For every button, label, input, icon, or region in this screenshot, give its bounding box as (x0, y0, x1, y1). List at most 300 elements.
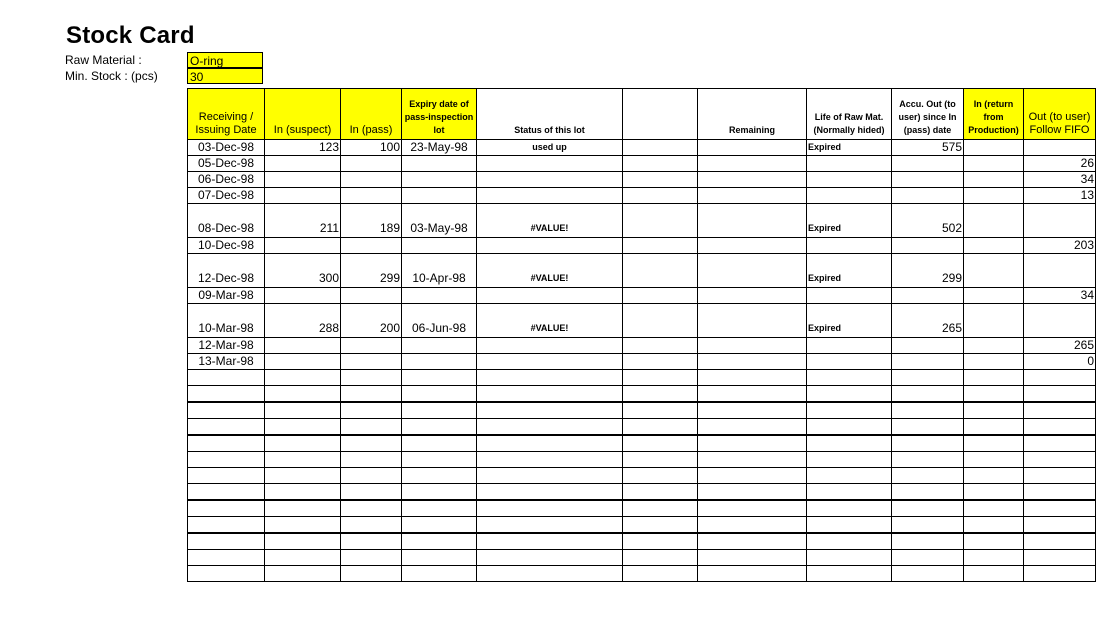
raw-material-label: Raw Material : (65, 53, 142, 67)
date-cell[interactable]: 08-Dec-98 (188, 204, 265, 238)
table-row (188, 204, 1096, 238)
remaining-cell[interactable] (698, 338, 807, 354)
out-fifo-cell[interactable]: 203 (1024, 238, 1096, 254)
out-fifo-cell[interactable]: 34 (1024, 288, 1096, 304)
table-row (188, 156, 1096, 172)
in-return-cell[interactable] (964, 140, 1024, 156)
table-row-empty (188, 452, 1096, 468)
date-cell[interactable]: 06-Dec-98 (188, 172, 265, 188)
accu-out-cell[interactable] (892, 172, 964, 188)
empty-cell[interactable] (1024, 419, 1096, 436)
accu-out-cell[interactable]: 575 (892, 140, 964, 156)
life-cell[interactable]: Expired (807, 254, 892, 288)
empty-cell[interactable] (964, 517, 1024, 534)
empty-cell[interactable] (892, 402, 964, 419)
accu-out-cell[interactable] (892, 188, 964, 204)
life-cell[interactable]: Expired (807, 204, 892, 238)
remaining-cell[interactable] (698, 140, 807, 156)
empty-cell[interactable] (402, 468, 477, 484)
table-row-empty (188, 402, 1096, 419)
blank-cell[interactable] (623, 254, 698, 288)
stock-card-table (187, 88, 1096, 582)
remaining-cell[interactable] (698, 172, 807, 188)
empty-cell[interactable] (477, 452, 623, 468)
in-return-cell[interactable] (964, 172, 1024, 188)
empty-cell[interactable] (1024, 402, 1096, 419)
empty-cell[interactable] (623, 452, 698, 468)
status-cell[interactable] (477, 156, 623, 172)
empty-cell[interactable] (265, 550, 341, 566)
empty-cell[interactable] (265, 435, 341, 452)
in-return-cell[interactable] (964, 238, 1024, 254)
empty-cell[interactable] (265, 533, 341, 550)
empty-cell[interactable] (807, 468, 892, 484)
date-cell[interactable]: 07-Dec-98 (188, 188, 265, 204)
status-cell[interactable] (477, 288, 623, 304)
out-fifo-cell[interactable] (1024, 204, 1096, 238)
empty-cell[interactable] (341, 386, 402, 403)
header-blank[interactable] (623, 89, 698, 140)
empty-cell[interactable] (623, 402, 698, 419)
status-cell[interactable] (477, 338, 623, 354)
empty-cell[interactable] (265, 500, 341, 517)
blank-cell[interactable] (623, 188, 698, 204)
empty-cell[interactable] (698, 468, 807, 484)
blank-cell[interactable] (623, 338, 698, 354)
empty-cell[interactable] (1024, 452, 1096, 468)
date-cell[interactable]: 09-Mar-98 (188, 288, 265, 304)
out-fifo-cell[interactable]: 34 (1024, 172, 1096, 188)
empty-cell[interactable] (477, 370, 623, 386)
expiry-cell[interactable]: 06-Jun-98 (402, 304, 477, 338)
status-cell[interactable]: #VALUE! (477, 254, 623, 288)
out-fifo-cell[interactable]: 0 (1024, 354, 1096, 370)
in-suspect-cell[interactable]: 288 (265, 304, 341, 338)
empty-cell[interactable] (892, 566, 964, 582)
empty-cell[interactable] (698, 370, 807, 386)
life-cell[interactable]: Expired (807, 140, 892, 156)
date-cell[interactable]: 13-Mar-98 (188, 354, 265, 370)
table-row-empty (188, 435, 1096, 452)
empty-cell[interactable] (477, 484, 623, 501)
empty-cell[interactable] (402, 517, 477, 534)
in-pass-cell[interactable]: 200 (341, 304, 402, 338)
expiry-cell[interactable]: 03-May-98 (402, 204, 477, 238)
empty-cell[interactable] (265, 484, 341, 501)
empty-cell[interactable] (477, 419, 623, 436)
in-suspect-cell[interactable] (265, 338, 341, 354)
empty-cell[interactable] (1024, 370, 1096, 386)
in-return-cell[interactable] (964, 338, 1024, 354)
empty-cell[interactable] (341, 517, 402, 534)
empty-cell[interactable] (623, 550, 698, 566)
table-row-empty (188, 468, 1096, 484)
accu-out-cell[interactable] (892, 338, 964, 354)
empty-cell[interactable] (402, 533, 477, 550)
empty-cell[interactable] (964, 435, 1024, 452)
empty-cell[interactable] (1024, 550, 1096, 566)
out-fifo-cell[interactable]: 13 (1024, 188, 1096, 204)
empty-cell[interactable] (892, 435, 964, 452)
empty-cell[interactable] (807, 500, 892, 517)
empty-cell[interactable] (341, 452, 402, 468)
in-suspect-cell[interactable] (265, 354, 341, 370)
empty-cell[interactable] (265, 517, 341, 534)
empty-cell[interactable] (892, 500, 964, 517)
header-accu-out[interactable]: Accu. Out (to user) since In (pass) date (892, 89, 964, 140)
empty-cell[interactable] (964, 566, 1024, 582)
empty-cell[interactable] (807, 419, 892, 436)
min-stock-value[interactable]: 30 (187, 68, 263, 84)
empty-cell[interactable] (807, 566, 892, 582)
accu-out-cell[interactable] (892, 238, 964, 254)
blank-cell[interactable] (623, 140, 698, 156)
empty-cell[interactable] (477, 500, 623, 517)
expiry-cell[interactable]: 10-Apr-98 (402, 254, 477, 288)
empty-cell[interactable] (698, 435, 807, 452)
out-fifo-cell[interactable] (1024, 254, 1096, 288)
empty-cell[interactable] (807, 370, 892, 386)
empty-cell[interactable] (807, 533, 892, 550)
in-suspect-cell[interactable] (265, 188, 341, 204)
empty-cell[interactable] (892, 452, 964, 468)
empty-cell[interactable] (188, 370, 265, 386)
table-row-empty (188, 500, 1096, 517)
in-pass-cell[interactable] (341, 288, 402, 304)
expiry-cell[interactable] (402, 188, 477, 204)
empty-cell[interactable] (341, 419, 402, 436)
empty-cell[interactable] (698, 402, 807, 419)
life-cell[interactable] (807, 338, 892, 354)
empty-cell[interactable] (807, 435, 892, 452)
empty-cell[interactable] (477, 468, 623, 484)
empty-cell[interactable] (402, 566, 477, 582)
date-cell[interactable]: 10-Dec-98 (188, 238, 265, 254)
expiry-cell[interactable] (402, 172, 477, 188)
empty-cell[interactable] (892, 517, 964, 534)
empty-cell[interactable] (402, 500, 477, 517)
empty-cell[interactable] (964, 386, 1024, 403)
empty-cell[interactable] (265, 370, 341, 386)
life-cell[interactable] (807, 188, 892, 204)
in-return-cell[interactable] (964, 304, 1024, 338)
life-cell[interactable] (807, 172, 892, 188)
empty-cell[interactable] (402, 452, 477, 468)
blank-cell[interactable] (623, 304, 698, 338)
status-cell[interactable] (477, 354, 623, 370)
status-cell[interactable] (477, 238, 623, 254)
empty-cell[interactable] (341, 370, 402, 386)
in-pass-cell[interactable] (341, 172, 402, 188)
blank-cell[interactable] (623, 172, 698, 188)
blank-cell[interactable] (623, 238, 698, 254)
in-return-cell[interactable] (964, 188, 1024, 204)
out-fifo-cell[interactable] (1024, 304, 1096, 338)
empty-cell[interactable] (1024, 517, 1096, 534)
in-suspect-cell[interactable] (265, 238, 341, 254)
empty-cell[interactable] (265, 402, 341, 419)
empty-cell[interactable] (402, 435, 477, 452)
status-cell[interactable]: #VALUE! (477, 304, 623, 338)
life-cell[interactable] (807, 156, 892, 172)
empty-cell[interactable] (188, 550, 265, 566)
empty-cell[interactable] (892, 484, 964, 501)
empty-cell[interactable] (623, 468, 698, 484)
empty-cell[interactable] (623, 435, 698, 452)
in-return-cell[interactable] (964, 204, 1024, 238)
expiry-cell[interactable] (402, 238, 477, 254)
header-status[interactable]: Status of this lot (477, 89, 623, 140)
empty-cell[interactable] (892, 468, 964, 484)
remaining-cell[interactable] (698, 238, 807, 254)
table-row (188, 338, 1096, 354)
date-cell[interactable]: 12-Mar-98 (188, 338, 265, 354)
expiry-cell[interactable]: 23-May-98 (402, 140, 477, 156)
empty-cell[interactable] (402, 402, 477, 419)
empty-cell[interactable] (892, 386, 964, 403)
empty-cell[interactable] (1024, 533, 1096, 550)
empty-cell[interactable] (623, 419, 698, 436)
empty-cell[interactable] (807, 517, 892, 534)
empty-cell[interactable] (698, 452, 807, 468)
in-suspect-cell[interactable] (265, 156, 341, 172)
empty-cell[interactable] (402, 386, 477, 403)
empty-cell[interactable] (698, 566, 807, 582)
table-row-empty (188, 370, 1096, 386)
in-pass-cell[interactable] (341, 338, 402, 354)
empty-cell[interactable] (698, 419, 807, 436)
empty-cell[interactable] (402, 370, 477, 386)
in-return-cell[interactable] (964, 288, 1024, 304)
empty-cell[interactable] (892, 550, 964, 566)
empty-cell[interactable] (341, 550, 402, 566)
empty-cell[interactable] (188, 419, 265, 436)
accu-out-cell[interactable]: 502 (892, 204, 964, 238)
accu-out-cell[interactable] (892, 288, 964, 304)
remaining-cell[interactable] (698, 304, 807, 338)
header-date[interactable]: Receiving / Issuing Date (188, 89, 265, 140)
accu-out-cell[interactable]: 265 (892, 304, 964, 338)
remaining-cell[interactable] (698, 156, 807, 172)
empty-cell[interactable] (807, 484, 892, 501)
empty-cell[interactable] (892, 533, 964, 550)
in-suspect-cell[interactable]: 300 (265, 254, 341, 288)
in-pass-cell[interactable] (341, 188, 402, 204)
table-row-empty (188, 533, 1096, 550)
header-remaining[interactable]: Remaining (698, 89, 807, 140)
empty-cell[interactable] (623, 533, 698, 550)
empty-cell[interactable] (964, 500, 1024, 517)
table-row (188, 172, 1096, 188)
date-cell[interactable]: 10-Mar-98 (188, 304, 265, 338)
remaining-cell[interactable] (698, 188, 807, 204)
life-cell[interactable] (807, 354, 892, 370)
in-return-cell[interactable] (964, 354, 1024, 370)
empty-cell[interactable] (341, 533, 402, 550)
in-suspect-cell[interactable]: 211 (265, 204, 341, 238)
accu-out-cell[interactable]: 299 (892, 254, 964, 288)
empty-cell[interactable] (807, 402, 892, 419)
empty-cell[interactable] (623, 566, 698, 582)
in-suspect-cell[interactable] (265, 172, 341, 188)
empty-cell[interactable] (188, 484, 265, 501)
empty-cell[interactable] (188, 517, 265, 534)
status-cell[interactable]: used up (477, 140, 623, 156)
empty-cell[interactable] (698, 500, 807, 517)
empty-cell[interactable] (807, 550, 892, 566)
empty-cell[interactable] (698, 533, 807, 550)
empty-cell[interactable] (623, 484, 698, 501)
empty-cell[interactable] (188, 452, 265, 468)
in-pass-cell[interactable] (341, 156, 402, 172)
table-row (188, 188, 1096, 204)
header-in-suspect[interactable]: In (suspect) (265, 89, 341, 140)
table-row-empty (188, 386, 1096, 403)
remaining-cell[interactable] (698, 354, 807, 370)
empty-cell[interactable] (341, 435, 402, 452)
page-title: Stock Card (66, 22, 195, 49)
empty-cell[interactable] (402, 550, 477, 566)
raw-material-value[interactable]: O-ring (187, 52, 263, 68)
date-cell[interactable]: 12-Dec-98 (188, 254, 265, 288)
in-pass-cell[interactable] (341, 354, 402, 370)
header-expiry-date[interactable]: Expiry date of pass-inspection lot (402, 89, 477, 140)
empty-cell[interactable] (265, 419, 341, 436)
empty-cell[interactable] (698, 386, 807, 403)
empty-cell[interactable] (1024, 468, 1096, 484)
empty-cell[interactable] (188, 386, 265, 403)
empty-cell[interactable] (188, 566, 265, 582)
empty-cell[interactable] (188, 468, 265, 484)
empty-cell[interactable] (623, 500, 698, 517)
out-fifo-cell[interactable] (1024, 140, 1096, 156)
life-cell[interactable]: Expired (807, 304, 892, 338)
accu-out-cell[interactable] (892, 156, 964, 172)
empty-cell[interactable] (1024, 435, 1096, 452)
empty-cell[interactable] (477, 386, 623, 403)
table-row (188, 354, 1096, 370)
empty-cell[interactable] (477, 402, 623, 419)
empty-cell[interactable] (807, 452, 892, 468)
empty-cell[interactable] (1024, 500, 1096, 517)
blank-cell[interactable] (623, 288, 698, 304)
in-return-cell[interactable] (964, 156, 1024, 172)
expiry-cell[interactable] (402, 338, 477, 354)
header-out-fifo[interactable]: Out (to user) Follow FIFO (1024, 89, 1096, 140)
empty-cell[interactable] (402, 419, 477, 436)
date-cell[interactable]: 05-Dec-98 (188, 156, 265, 172)
life-cell[interactable] (807, 238, 892, 254)
empty-cell[interactable] (477, 435, 623, 452)
empty-cell[interactable] (623, 370, 698, 386)
out-fifo-cell[interactable]: 265 (1024, 338, 1096, 354)
in-suspect-cell[interactable]: 123 (265, 140, 341, 156)
empty-cell[interactable] (477, 533, 623, 550)
in-pass-cell[interactable] (341, 238, 402, 254)
empty-cell[interactable] (188, 402, 265, 419)
table-row (188, 254, 1096, 288)
empty-cell[interactable] (964, 468, 1024, 484)
empty-cell[interactable] (265, 452, 341, 468)
table-row-empty (188, 566, 1096, 582)
empty-cell[interactable] (477, 550, 623, 566)
out-fifo-cell[interactable]: 26 (1024, 156, 1096, 172)
status-cell[interactable] (477, 172, 623, 188)
empty-cell[interactable] (698, 484, 807, 501)
empty-cell[interactable] (964, 419, 1024, 436)
empty-cell[interactable] (698, 517, 807, 534)
header-life[interactable]: Life of Raw Mat. (Normally hided) (807, 89, 892, 140)
empty-cell[interactable] (341, 402, 402, 419)
empty-cell[interactable] (623, 517, 698, 534)
empty-cell[interactable] (807, 386, 892, 403)
blank-cell[interactable] (623, 354, 698, 370)
date-cell[interactable]: 03-Dec-98 (188, 140, 265, 156)
empty-cell[interactable] (892, 419, 964, 436)
empty-cell[interactable] (623, 386, 698, 403)
blank-cell[interactable] (623, 156, 698, 172)
empty-cell[interactable] (477, 517, 623, 534)
empty-cell[interactable] (1024, 566, 1096, 582)
empty-cell[interactable] (964, 484, 1024, 501)
header-row (188, 89, 1096, 140)
empty-cell[interactable] (964, 402, 1024, 419)
empty-cell[interactable] (698, 550, 807, 566)
empty-cell[interactable] (964, 452, 1024, 468)
table-row-empty (188, 550, 1096, 566)
status-cell[interactable] (477, 188, 623, 204)
empty-cell[interactable] (188, 533, 265, 550)
in-pass-cell[interactable]: 189 (341, 204, 402, 238)
empty-cell[interactable] (1024, 484, 1096, 501)
empty-cell[interactable] (188, 500, 265, 517)
accu-out-cell[interactable] (892, 354, 964, 370)
life-cell[interactable] (807, 288, 892, 304)
blank-cell[interactable] (623, 204, 698, 238)
in-return-cell[interactable] (964, 254, 1024, 288)
expiry-cell[interactable] (402, 288, 477, 304)
remaining-cell[interactable] (698, 204, 807, 238)
empty-cell[interactable] (1024, 386, 1096, 403)
empty-cell[interactable] (341, 468, 402, 484)
table-row (188, 288, 1096, 304)
empty-cell[interactable] (341, 500, 402, 517)
empty-cell[interactable] (402, 484, 477, 501)
empty-cell[interactable] (892, 370, 964, 386)
empty-cell[interactable] (341, 566, 402, 582)
table-row (188, 140, 1096, 156)
in-pass-cell[interactable]: 100 (341, 140, 402, 156)
in-suspect-cell[interactable] (265, 288, 341, 304)
empty-cell[interactable] (265, 468, 341, 484)
remaining-cell[interactable] (698, 254, 807, 288)
remaining-cell[interactable] (698, 288, 807, 304)
status-cell[interactable]: #VALUE! (477, 204, 623, 238)
empty-cell[interactable] (477, 566, 623, 582)
header-in-pass[interactable]: In (pass) (341, 89, 402, 140)
empty-cell[interactable] (265, 386, 341, 403)
empty-cell[interactable] (265, 566, 341, 582)
empty-cell[interactable] (964, 533, 1024, 550)
empty-cell[interactable] (341, 484, 402, 501)
expiry-cell[interactable] (402, 354, 477, 370)
empty-cell[interactable] (188, 435, 265, 452)
empty-cell[interactable] (964, 550, 1024, 566)
empty-cell[interactable] (964, 370, 1024, 386)
in-pass-cell[interactable]: 299 (341, 254, 402, 288)
expiry-cell[interactable] (402, 156, 477, 172)
header-in-return[interactable]: In (return from Production) (964, 89, 1024, 140)
